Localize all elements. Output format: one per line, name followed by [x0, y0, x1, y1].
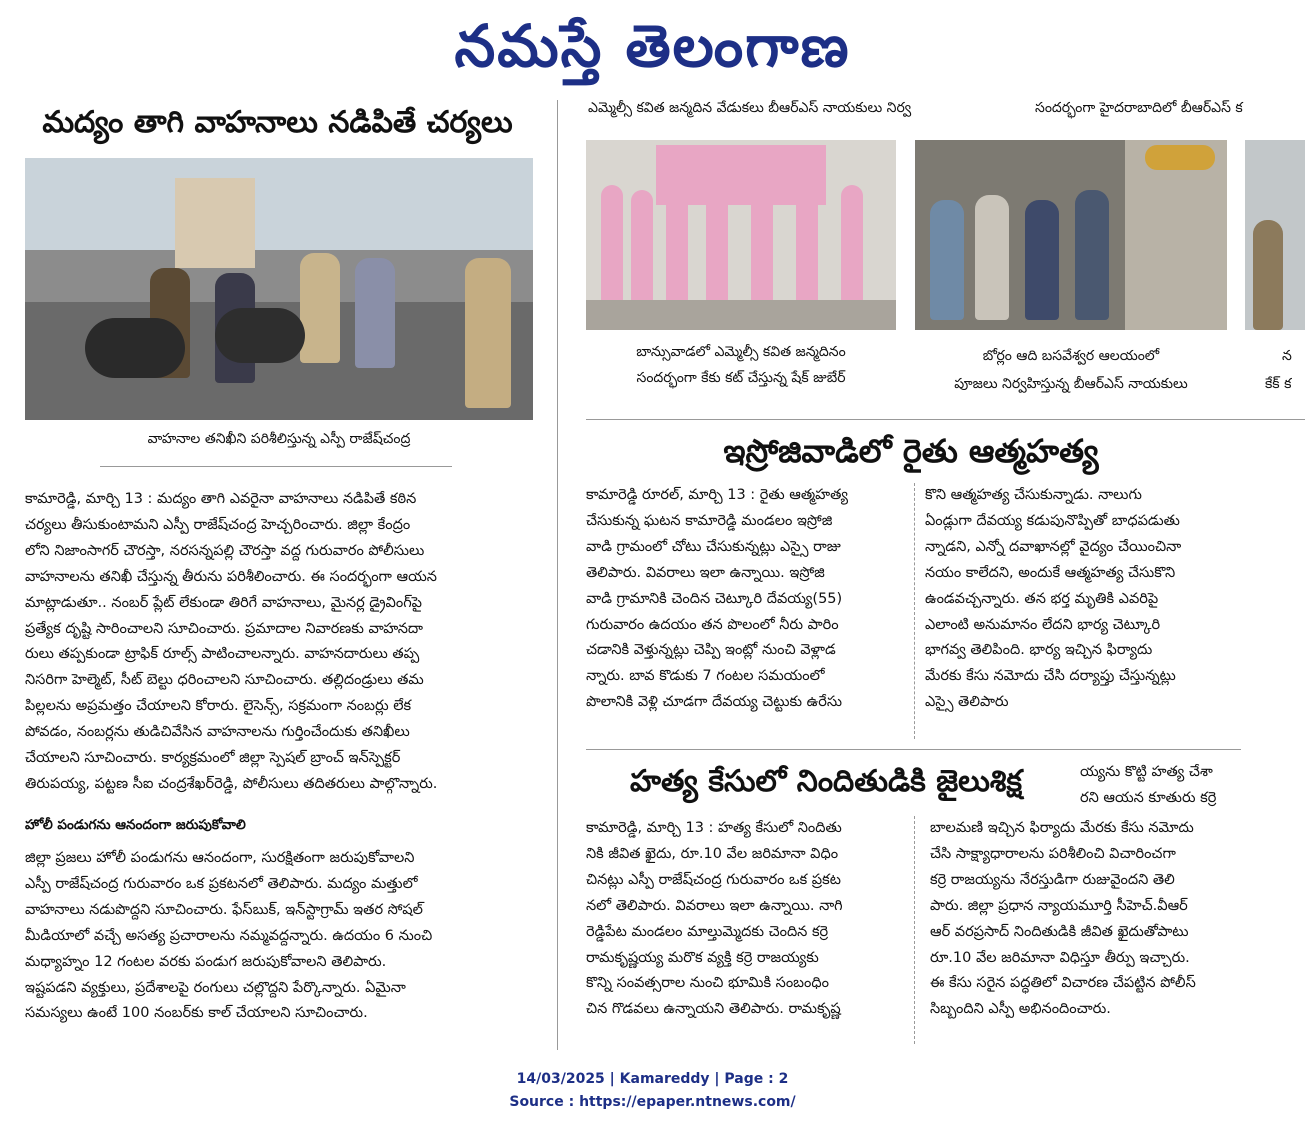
- text-line: కామారెడ్డి, మార్చి 13 : హత్య కేసులో నిందితు: [586, 820, 842, 836]
- text-line: కర్రె రాజయ్యను నేరస్తుడిగా రుజువైందని తెలి: [930, 871, 1175, 888]
- text-line: కామారెడ్డి రూరల్, మార్చి 13 : రైతు ఆత్మహత్య: [586, 487, 849, 503]
- bottom-article-col1: [586, 816, 908, 1023]
- text-line: పొలానికి వెళ్లి చూడగా దేవయ్య చెట్టుకు ఉరేసు: [586, 694, 843, 711]
- footer-date-edition: 14/03/2025 | Kamareddy | Page : 2: [516, 1071, 789, 1087]
- text-line: చడానికి వెళ్తున్నట్లు చెప్పి ఇంట్లో నుంచి వెళ్లాడ: [586, 642, 836, 659]
- text-line: సిబ్బందిని ఎస్పీ అభినందించారు.: [930, 1001, 1111, 1018]
- text-line: రులు తప్పకుండా ట్రాఫిక్ రూల్స్ పాటించాలన్నారు. వాహనదారులు తప్ప: [25, 646, 420, 663]
- section-divider: [586, 419, 1305, 420]
- section-divider: [586, 749, 1241, 750]
- mid-headline: ఇస్రోజివాడిలో రైతు ఆత్మహత్య: [723, 432, 1099, 470]
- mid-article-col1: [586, 483, 908, 716]
- text-line: ఎలాంటి అనుమానం లేదని భార్య చెట్కూరి: [925, 616, 1161, 633]
- top-strip-text-2: సందర్భంగా హైదరాబాదిలో బీఆర్‌ఎస్ క: [1035, 100, 1243, 116]
- text-line: చర్యలు తీసుకుంటామని ఎస్పీ రాజేష్‌చంద్ర హెచ్చరించారు. జిల్లా కేంద్రం: [25, 516, 411, 533]
- text-line: చిన గొడవలు ఉన్నాయని తెలిపారు. రామకృష్ణ: [586, 1001, 841, 1018]
- text-line: మాట్లాడుతూ.. నంబర్ ప్లేట్ లేకుండా తిరిగే వాహనాలు, మైనర్ల డ్రైవింగ్‌పై: [25, 594, 422, 611]
- text-line: గురువారం ఉదయం తన పొలంలో నీరు పారిం: [586, 616, 839, 633]
- text-line: నిసరిగా హెల్మెట్, సీట్ బెల్టు ధరించాలని సూచించారు. తల్లిదండ్రులు తమ: [25, 672, 424, 689]
- text-line: బాలమణి ఇచ్చిన ఫిర్యాదు మేరకు కేసు నమోదు: [930, 820, 1194, 836]
- bottom-column-divider: [914, 816, 915, 1044]
- mid-column-divider: [914, 483, 915, 739]
- bottom-side-line2: రని ఆయన కూతురు కర్రె: [1080, 790, 1217, 806]
- text-line: న్నాడని, ఎన్నో దవాఖానల్లో వైద్యం చేయించినా: [925, 538, 1182, 555]
- text-line: చేసి సాక్ష్యాధారాలను పరిశీలించి విచారించగా: [930, 845, 1176, 862]
- left-article-body: [25, 487, 533, 798]
- masthead-logo: నమస్తే తెలంగాణ: [454, 12, 851, 80]
- bottom-article-col2: [930, 816, 1230, 1023]
- text-line: పిల్లలను అప్రమత్తం చేయాలని కోరారు. లైసెన్స్, సక్రమంగా నంబర్లు లేక: [25, 698, 412, 715]
- text-line: ఎస్పీ రాజేష్‌చంద్ర గురువారం ఒక ప్రకటనలో తెలిపారు. మద్యం మత్తులో: [25, 875, 418, 892]
- left-headline: మద్యం తాగి వాహనాలు నడిపితే చర్యలు: [42, 105, 513, 140]
- text-line: సమస్యలు ఉంటే 100 నంబర్‌కు కాల్ చేయాలని సూచించారు.: [25, 1005, 368, 1022]
- left-article-body-2: [25, 846, 533, 1027]
- text-line: ఎస్సై తెలిపారు: [925, 694, 1009, 711]
- photo3-caption-line1: న: [1282, 348, 1292, 364]
- text-line: ఈ కేసు సరైన పద్ధతిలో విచారణ చేపట్టిన పోలీస్: [930, 975, 1196, 992]
- text-line: రెడ్డిపేట మండలం మాల్తుమ్మెదకు చెందిన కర్రె: [586, 923, 829, 940]
- text-line: ఇష్టపడని వ్యక్తులు, ప్రదేశాలపై రంగులు చల్లొద్దని పేర్కొన్నారు. ఏమైనా: [25, 979, 406, 996]
- text-line: చేసుకున్న ఘటన కామారెడ్డి మండలం ఇస్రోజి: [586, 512, 833, 529]
- footer-source-link[interactable]: Source : https://epaper.ntnews.com/: [509, 1094, 796, 1110]
- text-line: మేరకు కేసు నమోదు చేసి దర్యాప్తు చేస్తున్నట్లు: [925, 668, 1176, 685]
- text-line: కొని ఆత్మహత్య చేసుకున్నాడు. నాలుగు: [925, 487, 1142, 503]
- mid-article-col2: [925, 483, 1230, 716]
- text-line: న్నారు. బావ కొడుకు 7 గంటల సమయంలో: [586, 668, 825, 685]
- column-divider: [557, 100, 558, 1050]
- text-line: లోని నిజాంసాగర్ చౌరస్తా, నరసన్నపల్లి చౌరస్తా వద్ద గురువారం పోలీసులు: [25, 542, 425, 559]
- text-line: నికి జీవిత ఖైదు, రూ.10 వేల జరిమానా విధిం: [586, 845, 839, 862]
- text-line: నయం కాలేదని, అందుకే ఆత్మహత్య చేసుకొని: [925, 564, 1176, 581]
- text-line: పోవడం, నంబర్లను తుడిచివేసిన వాహనాలను గుర్తించేందుకు తనిఖీలు: [25, 724, 410, 741]
- text-line: చినట్లు ఎస్పీ రాజేష్‌చంద్ర గురువారం ఒక ప్రకట: [586, 871, 841, 888]
- bottom-side-line1: య్యను కొట్టి హత్య చేశా: [1080, 764, 1213, 780]
- text-line: తిరుపయ్య, పట్టణ సీఐ చంద్రశేఖర్‌రెడ్డి, పోలీసులు తదితరులు పాల్గొన్నారు.: [25, 775, 438, 792]
- birthday-cake-cutting-photo: [586, 140, 896, 330]
- text-line: వాడి గ్రామంలో చోటు చేసుకున్నట్లు ఎస్సై రాజు: [586, 538, 841, 555]
- photo2-caption-line2: పూజలు నిర్వహిస్తున్న బీఆర్‌ఎస్ నాయకులు: [954, 376, 1188, 392]
- top-strip-text-1: ఎమ్మెల్సీ కవిత జన్మదిన వేడుకలు బీఆర్‌ఎస్ నాయకులు నిర్వ: [588, 100, 912, 116]
- caption-divider: [100, 466, 452, 467]
- text-line: ప్రత్యేక దృష్టి సారించాలని సూచించారు. ప్రమాదాల నివారణకు వాహనదా: [25, 620, 423, 637]
- text-line: తెలిపారు. వివరాలు ఇలా ఉన్నాయి. ఇస్రోజి: [586, 564, 825, 581]
- text-line: ఏండ్లుగా దేవయ్య కడుపునొప్పితో బాధపడుతు: [925, 512, 1180, 529]
- text-line: భాగవ్వ తెలిపింది. భార్య ఇచ్చిన ఫిర్యాదు: [925, 642, 1153, 659]
- photo2-caption-line1: బోర్లం ఆది బసవేశ్వర ఆలయంలో: [982, 348, 1160, 364]
- text-line: పారు. జిల్లా ప్రధాన న్యాయమూర్తి సీహెచ్.వీఆర్: [930, 897, 1188, 914]
- temple-pooja-photo: [915, 140, 1227, 330]
- police-checking-vehicles-photo: [25, 158, 533, 420]
- text-line: వాడి గ్రామానికి చెందిన చెట్కూరి దేవయ్య(55): [586, 590, 843, 607]
- text-line: మీడియాలో వచ్చే అసత్య ప్రచారాలను నమ్మవద్దన్నారు. ఉదయం 6 నుంచి: [25, 927, 433, 944]
- text-line: కామారెడ్డి, మార్చి 13 : మద్యం తాగి ఎవరైనా వాహనాలు నడిపితే కఠిన: [25, 491, 417, 507]
- left-photo-caption: వాహనాల తనిఖీని పరిశీలిస్తున్న ఎస్పీ రాజేష్‌చంద్ర: [147, 431, 411, 447]
- bottom-headline: హత్య కేసులో నిందితుడికి జైలుశిక్ష: [630, 764, 1022, 799]
- text-line: చేయాలని సూచించారు. కార్యక్రమంలో జిల్లా స్పెషల్ బ్రాంచ్ ఇన్‌స్పెక్టర్: [25, 750, 401, 767]
- photo1-caption-line2: సందర్భంగా కేకు కట్ చేస్తున్న షేక్ జుబేర్: [636, 370, 846, 386]
- photo1-caption-line1: బాన్సువాడలో ఎమ్మెల్సీ కవిత జన్మదినం: [636, 344, 846, 360]
- photo3-caption-line2: కేక్ క: [1265, 376, 1292, 392]
- text-line: కొన్ని సంవత్సరాల నుంచి భూమికి సంబంధిం: [586, 975, 829, 992]
- group-photo: [1245, 140, 1305, 330]
- text-line: రూ.10 వేల జరిమానా విధిస్తూ తీర్పు ఇచ్చారు.: [930, 949, 1190, 966]
- text-line: వాహనాలు నడుపొద్దని సూచించారు. ఫేస్‌బుక్, ఇన్‌స్టాగ్రామ్ ఇతర సోషల్: [25, 901, 423, 918]
- text-line: నలో తెలిపారు. వివరాలు ఇలా ఉన్నాయి. నాగి: [586, 897, 843, 914]
- text-line: ఉండవచ్చన్నారు. తన భర్త మృతికి ఎవరిపై: [925, 590, 1159, 607]
- text-line: మధ్యాహ్నం 12 గంటల వరకు పండుగ జరుపుకోవాలని తెలిపారు.: [25, 953, 387, 970]
- text-line: జిల్లా ప్రజలు హోలీ పండుగను ఆనందంగా, సురక్షితంగా జరుపుకోవాలని: [25, 850, 415, 866]
- text-line: వాహనాలను తనిఖీ చేస్తున్న తీరును పరిశీలించారు. ఈ సందర్భంగా ఆయన: [25, 568, 437, 585]
- text-line: ఆర్ వరప్రసాద్ నిందితుడికి జీవిత ఖైదుతోపాటు: [930, 923, 1189, 940]
- text-line: రామకృష్ణయ్య మరొక వ్యక్తి కర్రె రాజయ్యకు: [586, 949, 819, 966]
- left-subhead: హోలీ పండుగను ఆనందంగా జరుపుకోవాలి: [25, 817, 246, 833]
